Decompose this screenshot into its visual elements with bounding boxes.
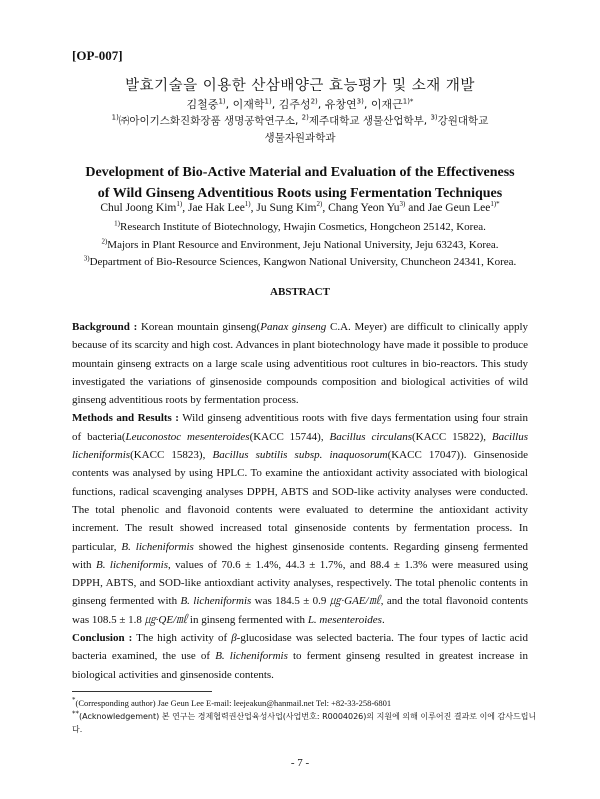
unit: ㎍·GAE/㎖ [329, 595, 381, 608]
species-name: B. licheniformis [121, 540, 194, 553]
text: Korean mountain ginseng( [137, 321, 261, 333]
aff-sup: 1) [111, 113, 119, 122]
species-name: B. licheniformis [96, 558, 168, 571]
author-name: Jae Hak Lee [187, 202, 245, 214]
author-name: 김주성 [278, 98, 311, 111]
acknowledgement-note [72, 710, 542, 736]
species-name: L. mesenteroides [307, 613, 382, 626]
species-name: Panax ginseng [260, 321, 327, 333]
text: (KACC 17047)). Ginsenoside contents was analysed by using HPLC. To examine the antioxidant activity associated with biological functions, radical scavenging analyses DPPH, ABTS and SOD-like activity analyses were conducted. The total phenolic and flavonoid contents were evaluated to determine the antioxidant activity increment. The result showed increased total ginsenoside contents by fermentation process. In particular, [72, 449, 529, 553]
species-name: Bacillus circulans [329, 430, 412, 443]
author-name: 김철중 [186, 98, 219, 111]
author-sep: , [322, 202, 329, 214]
text: , and the total flavonoid contents was 108.5 ± 1.8 [72, 595, 528, 626]
author-name: Chang Yeon Yu [328, 202, 400, 214]
author-name: 이재근 [370, 98, 403, 111]
species-name: Bacillus subtilis subsp. inaquosorum [212, 449, 388, 462]
text: showed the highest ginsenoside contents. Regarding ginseng fermented with [72, 540, 528, 571]
korean-authors: 김철중$^{1)}$, 이재학$^{1)}$, 김주성$^{2)}$, 유창연$^{3)}$, 이재근$^{1)*}$ [186, 97, 414, 111]
abstract-heading: ABSTRACT [270, 286, 330, 298]
aff-sup: 2) [101, 236, 108, 245]
footnote-divider [72, 691, 212, 692]
aff-text: 강원대학교 [437, 115, 489, 127]
text: (KACC 15823), [130, 449, 213, 462]
text: , values of 70.6 ± 1.4%, 44.3 ± 1.7%, and 88.4 ± 1.3% were measured using DPPH, ABTS, and SOD-like antioxdiant activity analyses, respectively. The total phenolic contents in ginseng fermented with [72, 558, 528, 608]
aff-sup: 3) [83, 254, 90, 263]
species-name: Bacillus licheniformis [72, 430, 528, 462]
aff-text: ㈜아이기스화진화장품 생명공학연구소, [118, 115, 302, 127]
author-sup: 1) [264, 97, 272, 106]
unit: ㎍·QE/㎖ [144, 613, 188, 626]
text: to ferment ginseng resulted in greatest increase in biological activities and ginsenoside contents. [72, 650, 528, 681]
english-authors [0, 202, 600, 214]
author-sup: 1) [176, 200, 183, 209]
aff-text: Department of Bio-Resource Sciences, Kangwon National University, Chuncheon 24341, Korea. [89, 256, 517, 268]
author-name: Jae Geun Lee [427, 202, 491, 214]
text: The high activity of [132, 632, 232, 645]
korean-title: 발효기술을 이용한 산삼배양근 효능평가 및 소재 개발 [125, 78, 475, 94]
methods-paragraph [72, 409, 528, 629]
author-sup: 1)* [402, 97, 414, 106]
page-number: - 7 - [290, 757, 310, 769]
title-line: of Wild Ginseng Adventitious Roots using Fermentation Techniques [97, 186, 503, 201]
author-sep: , [250, 202, 257, 214]
text: Wild ginseng adventitious roots with five days fermentation using four strain of bacteria( [72, 412, 528, 443]
text: C.A. Meyer) are difficult to clinically apply because of its scarcity and high cost. Advances in plant biotechnology have made it possible to produce mountain ginseng extracts on a large scale using adventitious root cultures in bio-reactors. This study investigated the variations of ginsenoside compounds composition and biological activities of wild ginseng adventitious roots by fermentation process. [72, 321, 528, 407]
aff-sup: 2) [301, 113, 309, 122]
species-name: Leuconostoc mesenteroides [125, 430, 250, 443]
author-sep: , [182, 202, 188, 214]
footnote-text: (Acknowledgement) 본 연구는 경제협력권산업육성사업(사업번호: R0004026)의 지원에 의해 이루어진 결과로 이에 감사드립니다. [72, 712, 537, 734]
title-line: Development of Bio-Active Material and Evaluation of the Effectiveness [85, 165, 515, 180]
section-label: Conclusion : [72, 632, 133, 645]
conclusion-paragraph [72, 629, 528, 684]
abstract-body [72, 318, 528, 684]
session-code: [OP-007] [72, 48, 123, 63]
aff-text: 생물자원과학과 [264, 132, 336, 144]
corresponding-author-note [72, 697, 542, 710]
korean-affiliations [0, 113, 600, 147]
aff-sup: 1) [114, 219, 120, 228]
aff-text: Majors in Plant Resource and Environment, Jeju National University, Jeju 63243, Korea. [107, 238, 499, 251]
aff-text: Research Institute of Biotechnology, Hwajin Cosmetics, Hongcheon 25142, Korea. [119, 221, 486, 233]
greek-symbol: β [231, 632, 237, 645]
english-title [0, 162, 600, 204]
footnote-text: (Corresponding author) Jae Geun Lee E-mail: leejeakun@hanmail.net Tel: +82-33-258-6801 [75, 698, 392, 708]
text: (KACC 15822), [411, 430, 492, 443]
author-name: Chul Joong Kim [100, 202, 177, 214]
text: (KACC 15744), [249, 430, 330, 443]
text: -glucosidase was selected bacteria. The four types of lactic acid bacteria examined, the use of [72, 632, 528, 663]
footnote-mark: ** [72, 709, 79, 718]
background-paragraph [72, 318, 528, 409]
author-name: 이재학 [232, 98, 265, 111]
footnotes [72, 697, 542, 736]
author-sup: 2) [310, 97, 318, 106]
author-sep: and [405, 202, 428, 214]
author-sup: 3) [356, 97, 364, 106]
aff-sup: 3) [430, 113, 438, 122]
author-name: 유창연 [324, 98, 357, 111]
author-sup: 1)* [490, 200, 500, 209]
text: was 184.5 ± 0.9 [251, 595, 330, 608]
species-name: B. licheniformis [180, 595, 252, 608]
author-sup: 1) [218, 97, 226, 106]
footnote-mark: * [72, 696, 76, 705]
text: . [381, 613, 385, 626]
author-sup: 1) [244, 200, 251, 209]
english-affiliations [0, 219, 600, 272]
text: in ginseng fermented with [187, 613, 308, 626]
section-label: Methods and Results : [72, 412, 179, 425]
author-name: Ju Sung Kim [256, 202, 317, 214]
section-label: Background : [72, 321, 138, 333]
species-name: B. licheniformis [215, 650, 288, 663]
author-sup: 2) [316, 200, 323, 209]
author-sup: 3) [399, 200, 406, 209]
aff-text: 제주대학교 생물산업학부, [308, 115, 431, 127]
